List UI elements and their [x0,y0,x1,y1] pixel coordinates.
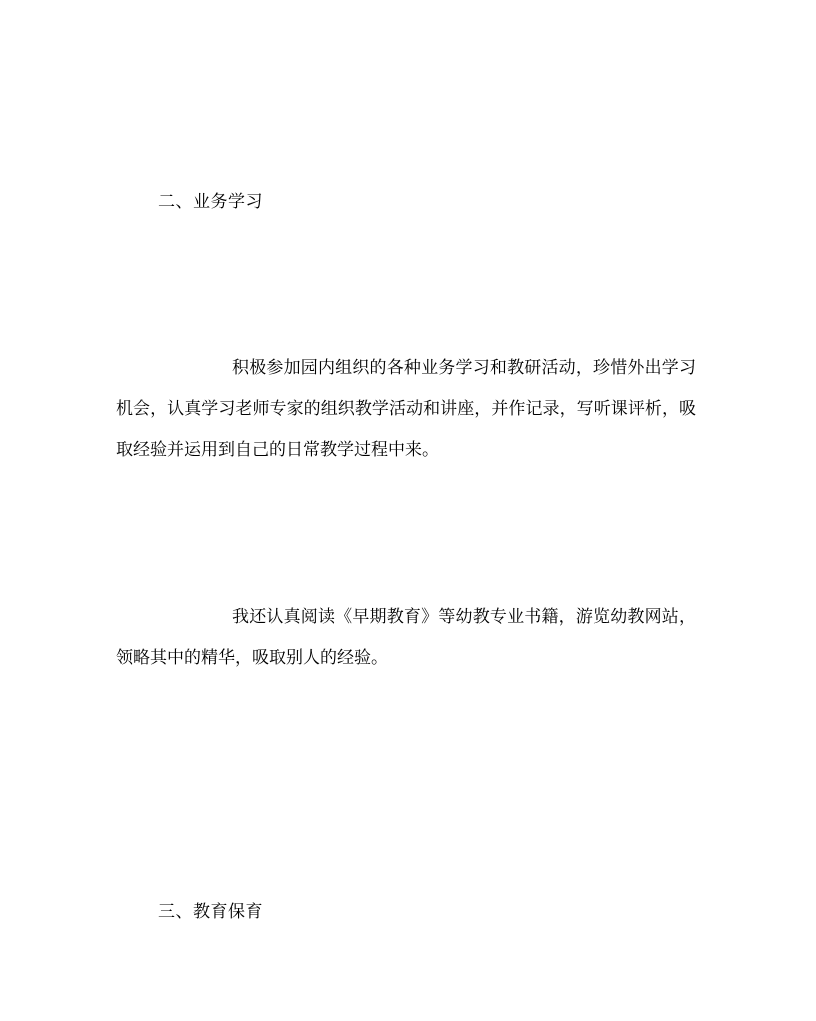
paragraph-reading: 我还认真阅读《早期教育》等幼教专业书籍，游览幼教网站，领略其中的精华，吸取别人的经验。 [116,607,696,668]
section-heading-business-study: 二、业务学习 [158,192,263,212]
section-heading-education-care: 三、教育保育 [158,902,263,922]
paragraph-business-study: 积极参加园内组织的各种业务学习和教研活动，珍惜外出学习机会，认真学习老师专家的组织教学活动和讲座，并作记录，写听课评析，吸取经验并运用到自己的日常教学过程中来。 [116,358,696,460]
